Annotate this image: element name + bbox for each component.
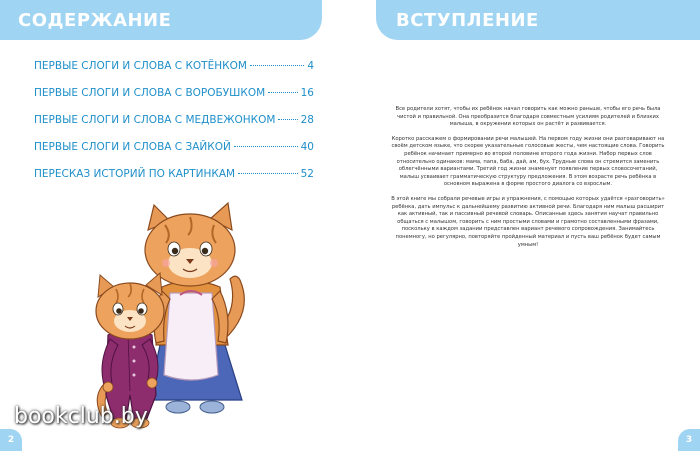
toc-item-title: ПЕРЕСКАЗ ИСТОРИЙ ПО КАРТИНКАМ xyxy=(34,168,236,180)
right-page xyxy=(350,0,700,451)
toc-leader-dots xyxy=(268,92,297,93)
introduction-title: ВСТУПЛЕНИЕ xyxy=(396,9,539,31)
toc-item[interactable] xyxy=(34,60,314,87)
toc-item-title: ПЕРВЫЕ СЛОГИ И СЛОВА С КОТЁНКОМ xyxy=(34,60,247,72)
page-number: 2 xyxy=(0,429,22,451)
paragraph: В этой книге мы собрали речевые игры и упражнения, с помощью которых удаётся «разговорить» ребёнка, дать импульс к дальнейшему развитию активной речи. Благодаря ним малыш расширит как активный, так и пассивный речевой словарь. Описанные здесь занятия научат правильно общаться с малышом, говорить с ним простыми словами и грамотно составленными фразами, поскольку в каждом задании представлен вариант речевого сопровождения. Занимайтесь понемногу, но регулярно, повторяйте пройденный материал и пусть ваш ребёнок будет самым умным! xyxy=(391,195,665,248)
toc-item-page: 16 xyxy=(300,87,314,99)
toc-item[interactable] xyxy=(34,114,314,141)
watermark: bookclub.by xyxy=(14,404,148,429)
toc-item-page: 4 xyxy=(307,60,314,72)
introduction-header xyxy=(376,0,700,40)
toc-item-page: 52 xyxy=(300,168,314,180)
contents-title: СОДЕРЖАНИЕ xyxy=(18,9,172,31)
paragraph: Коротко расскажем о формировании речи малышей. На первом году жизни они разговаривают на своём детском языке, что скорее указательные голосовые жесты, чем настоящие слова. Говорить ребёнок начинает примерно во второй половине второго года жизни. Набор первых слов относительно одинаков: мама, папа, баба, дай, ам, бух. Трудные слова он стремится заменить облегчёнными вариантами. Третий год жизни знаменует появление первых словосочетаний, малыш усваивает грамматическую структуру предложения. В этом возрасте речь ребёнка в основном выражена в форме простого диалога со взрослым. xyxy=(391,135,665,188)
toc-item-title: ПЕРВЫЕ СЛОГИ И СЛОВА С ВОРОБУШКОМ xyxy=(34,87,266,99)
toc-leader-dots xyxy=(250,65,304,66)
toc-leader-dots xyxy=(234,146,298,147)
toc-item-title: ПЕРВЫЕ СЛОГИ И СЛОВА С МЕДВЕЖОНКОМ xyxy=(34,114,276,126)
toc-leader-dots xyxy=(278,119,297,120)
toc-item[interactable] xyxy=(34,168,314,195)
toc-item-title: ПЕРВЫЕ СЛОГИ И СЛОВА С ЗАЙКОЙ xyxy=(34,141,231,153)
toc-leader-dots xyxy=(238,173,298,174)
toc-item[interactable] xyxy=(34,87,314,114)
toc-item-page: 28 xyxy=(300,114,314,126)
cats-illustration xyxy=(90,195,260,430)
toc-item-page: 40 xyxy=(300,141,314,153)
introduction-text xyxy=(390,106,666,256)
table-of-contents xyxy=(34,60,314,195)
page-number: 3 xyxy=(678,429,700,451)
contents-header xyxy=(0,0,322,40)
paragraph: Все родители хотят, чтобы их ребёнок начал говорить как можно раньше, чтобы его речь была чистой и правильной. Она преобразится благодаря совместным усилиям родителей и близких малыша, в окружении которых он растёт и развивается. xyxy=(395,106,661,128)
toc-item[interactable] xyxy=(34,141,314,168)
